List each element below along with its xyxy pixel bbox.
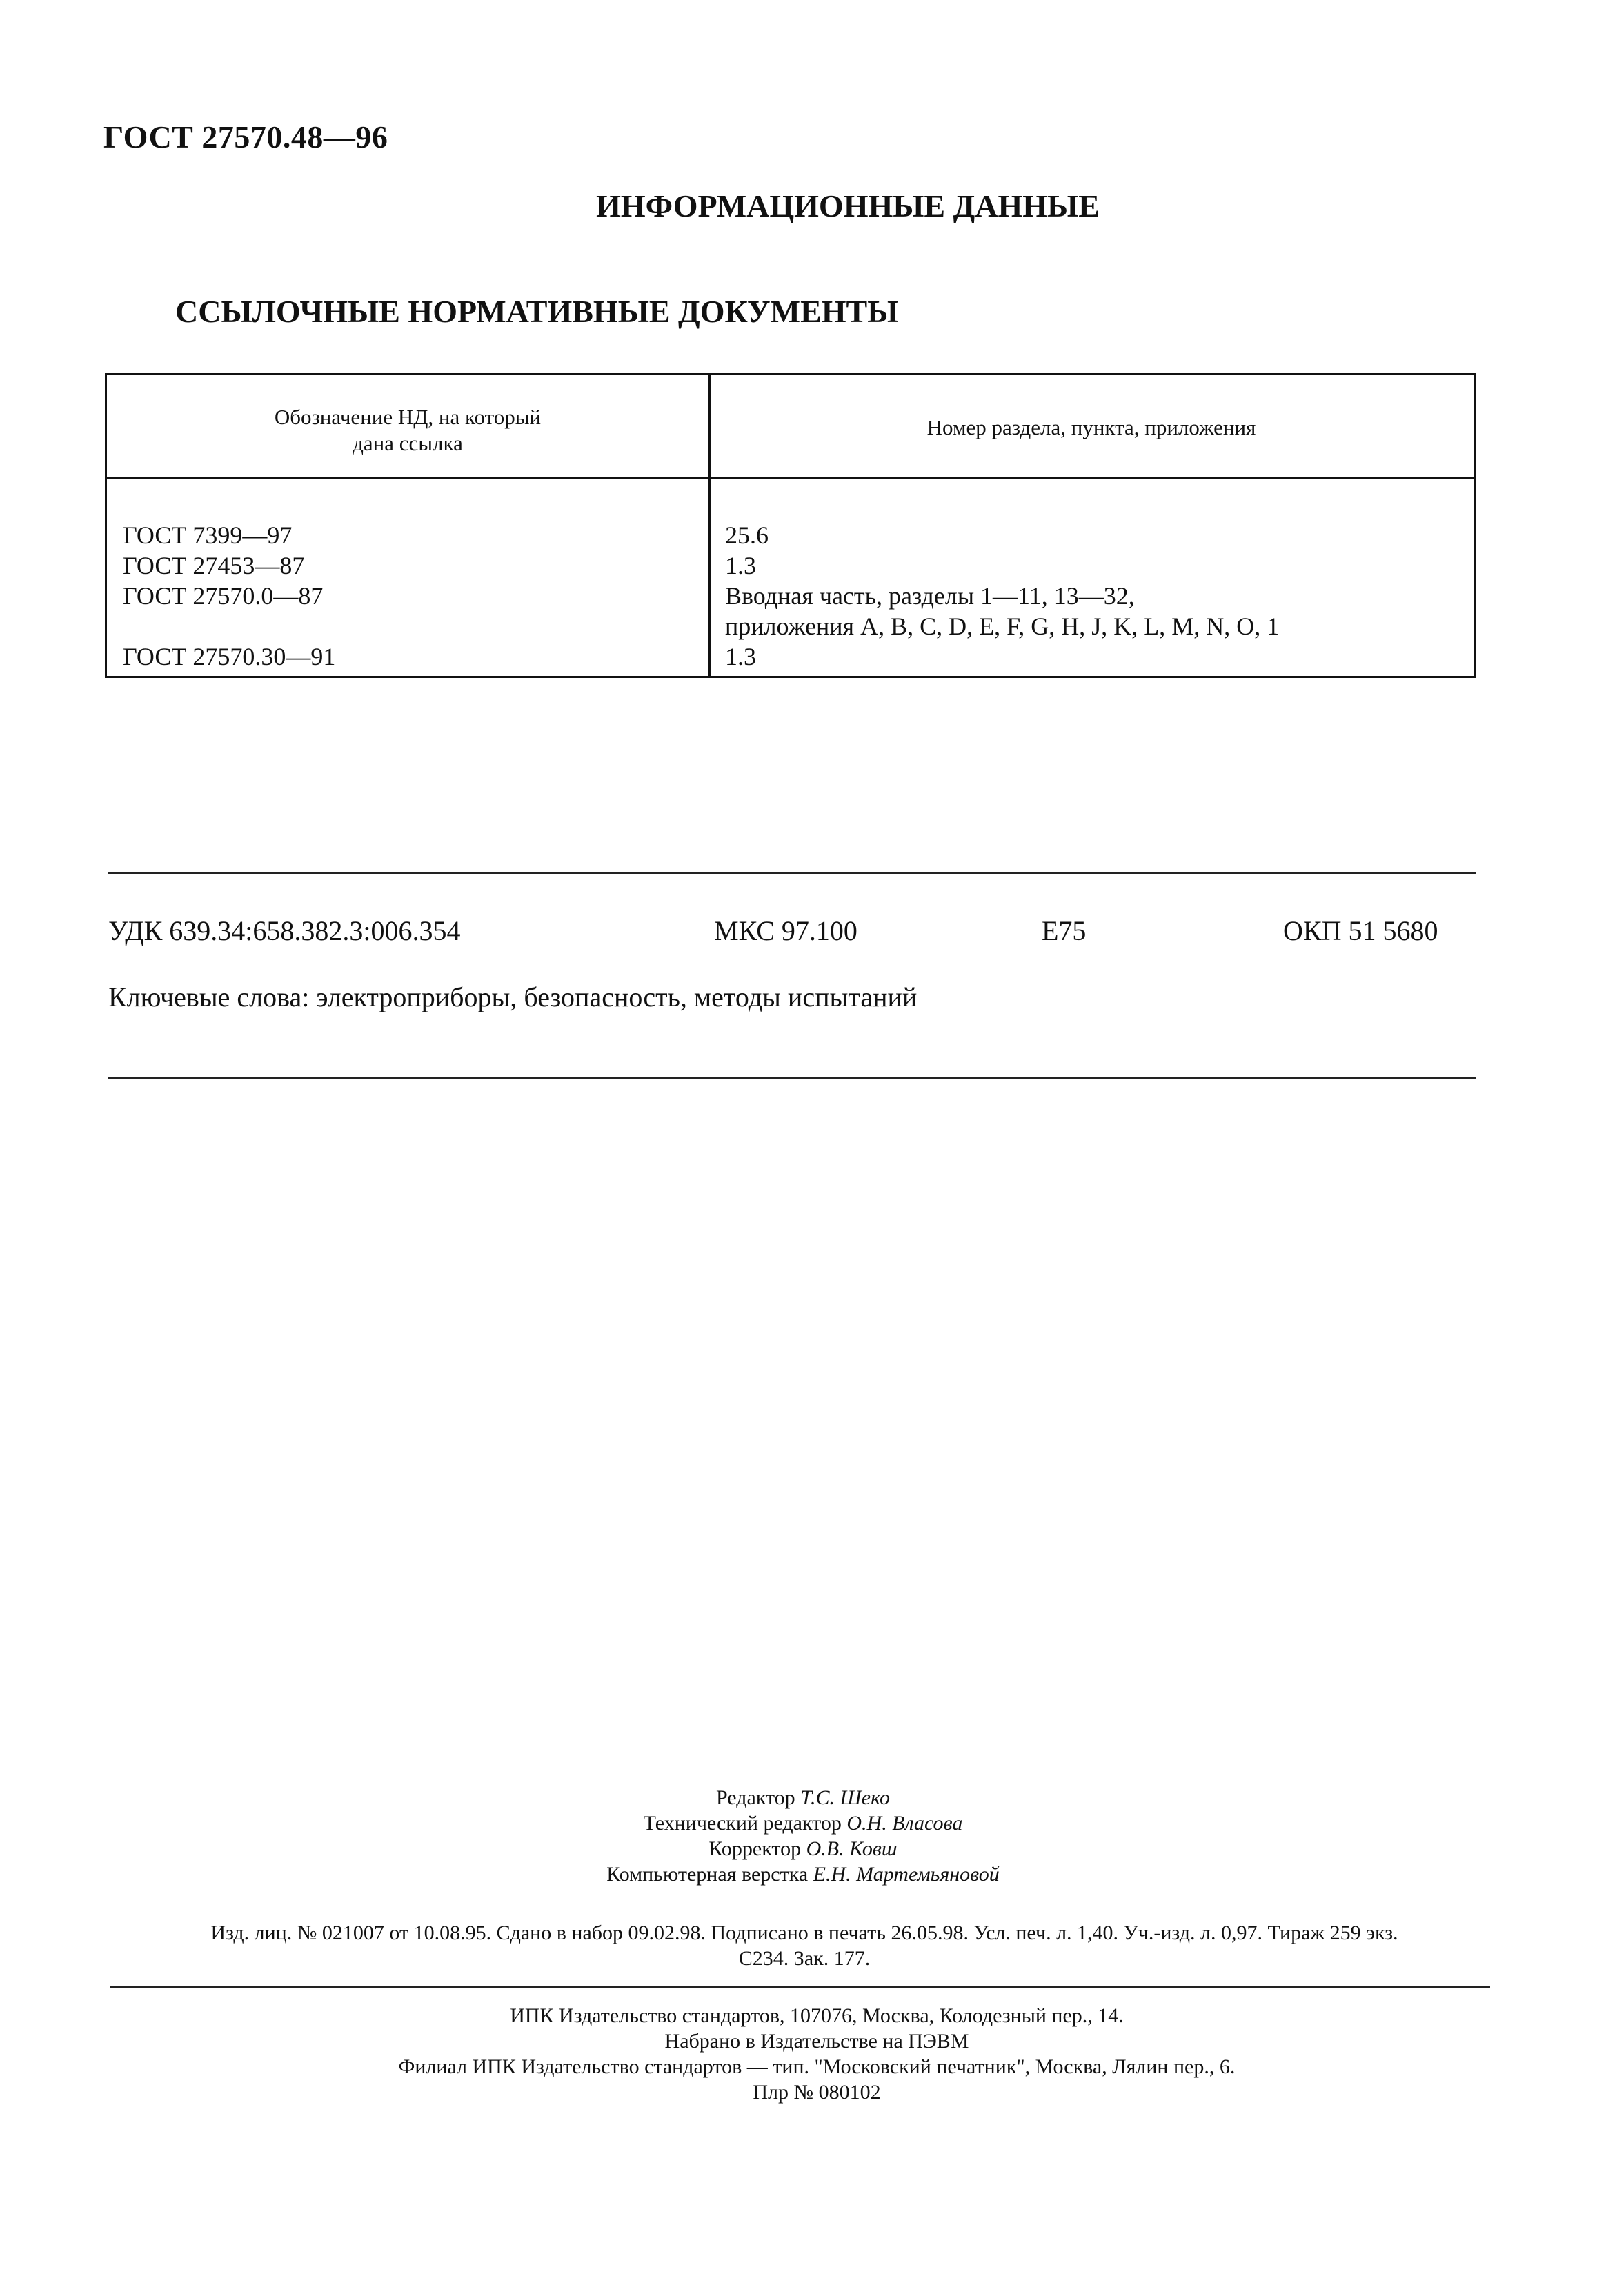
table-row-section: Вводная часть, разделы 1—11, 13—32,: [725, 582, 1135, 610]
table-row-doc: ГОСТ 27453—87: [123, 552, 305, 579]
divider-top: [108, 872, 1476, 874]
subsection-title: ССЫЛОЧНЫЕ НОРМАТИВНЫЕ ДОКУМЕНТЫ: [175, 294, 899, 329]
udk-code: УДК 639.34:658.382.3:006.354: [108, 915, 461, 946]
corrector-line: [0, 1836, 1606, 1861]
editor-line: [0, 1785, 1606, 1810]
publisher-line1: ИПК Издательство стандартов, 107076, Москва, Колодезный пер., 14.: [510, 2004, 1124, 2027]
header-section-number: Номер раздела, пункта, приложения: [926, 415, 1256, 439]
publisher-line2: Набрано в Издательстве на ПЭВМ: [664, 2030, 969, 2053]
layout-name: Е.Н. Мартемьяновой: [813, 1863, 1000, 1886]
divider-bottom: [108, 1077, 1476, 1079]
editor-name: Т.С. Шеко: [800, 1786, 890, 1809]
corrector-name: О.В. Ковш: [806, 1837, 898, 1860]
table-row-section: 1.3: [725, 643, 756, 670]
keywords: Ключевые слова: электроприборы, безопасность, методы испытаний: [108, 981, 918, 1012]
corrector-label: Корректор: [708, 1837, 802, 1860]
tech-editor-name: О.Н. Власова: [846, 1812, 963, 1835]
credits-block: [0, 1785, 1606, 1887]
section-title: ИНФОРМАЦИОННЫЕ ДАННЫЕ: [596, 188, 1100, 223]
tech-editor-label: Технический редактор: [643, 1812, 842, 1835]
table-row-section-continued: приложения А, В, С, D, E, F, G, H, J, K, L, M, N, O, 1: [725, 612, 1280, 640]
print-info-line1: Изд. лиц. № 021007 от 10.08.95. Сдано в набор 09.02.98. Подписано в печать 26.05.98. Усл. печ. л. 1,40. Уч.-изд. л. 0,97. Тираж 259 экз.: [210, 1921, 1398, 1944]
mks-code: МКС 97.100: [714, 915, 857, 946]
table-row-section: 25.6: [725, 521, 769, 549]
layout-line: [0, 1861, 1606, 1887]
header-document-line1: Обозначение НД, на который: [274, 405, 542, 429]
layout-label: Компьютерная верстка: [606, 1863, 809, 1886]
references-table: [105, 373, 1476, 678]
divider-publisher: [110, 1986, 1490, 1988]
print-info-line2: С234. Зак. 177.: [738, 1947, 871, 1970]
header-document-designation: [107, 404, 708, 457]
editor-label: Редактор: [716, 1786, 795, 1809]
document-code: ГОСТ 27570.48—96: [103, 119, 388, 154]
table-row-doc: ГОСТ 27570.30—91: [123, 643, 336, 670]
header-divider: [107, 477, 1474, 479]
publisher-line4: Плр № 080102: [753, 2081, 881, 2104]
tech-editor-line: [0, 1810, 1606, 1836]
publisher-line3: Филиал ИПК Издательство стандартов — тип. "Московский печатник", Москва, Лялин пер., 6.: [398, 2055, 1236, 2078]
classifier-code: Е75: [1042, 915, 1087, 946]
header-document-line2: дана ссылка: [353, 431, 463, 455]
table-row-doc: ГОСТ 7399—97: [123, 521, 293, 549]
print-info: [115, 1920, 1494, 1971]
okp-code: ОКП 51 5680: [1283, 915, 1438, 946]
table-row-section: 1.3: [725, 552, 756, 579]
table-row-doc: ГОСТ 27570.0—87: [123, 582, 324, 610]
publisher-block: [0, 2003, 1606, 2105]
